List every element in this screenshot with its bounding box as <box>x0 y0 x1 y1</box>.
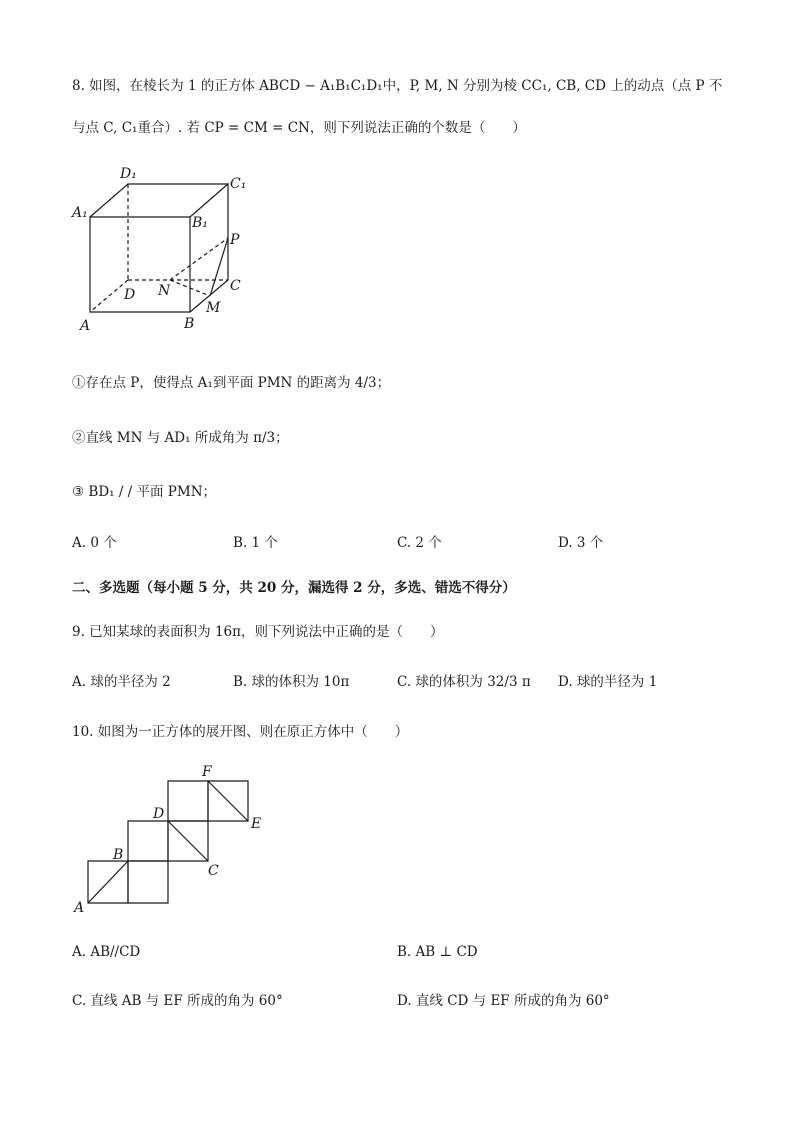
label-n: N <box>158 283 171 299</box>
segment-fe <box>208 781 248 821</box>
q8-statement-3: ③ BD₁ / / 平面 PMN； <box>72 484 217 500</box>
segment-dc <box>168 821 208 861</box>
section-heading: 二、多选题（每小题 5 分，共 20 分，漏选得 2 分，多选、错选不得分） <box>72 580 516 596</box>
q8-statement-2: ②直线 MN 与 AD₁ 所成角为 π/3； <box>72 430 289 446</box>
cube-net-figure <box>70 760 280 920</box>
cube-top-edges <box>90 184 228 217</box>
hidden-edge-ad <box>90 280 128 312</box>
label-d: D <box>124 287 136 303</box>
q9-option-c: C. 球的体积为 32/3 π <box>397 674 531 690</box>
label-c: C <box>230 278 241 294</box>
q10-stem: 10. 如图为一正方体的展开图、则在原正方体中（ ） <box>72 724 409 740</box>
label-c1: C₁ <box>230 176 247 192</box>
q8-option-d: D. 3 个 <box>558 535 604 551</box>
q8-option-a: A. 0 个 <box>72 535 117 551</box>
q8-stem-line1: 8. 如图，在棱长为 1 的正方体 ABCD − A₁B₁C₁D₁中，P, M, N 分别为棱 CC₁, CB, CD 上的动点（点 P 不 <box>72 78 723 94</box>
segment-ab <box>88 861 128 903</box>
q9-option-b: B. 球的体积为 10π <box>233 674 350 690</box>
net-square <box>168 781 208 821</box>
cube-right-edges <box>190 184 228 312</box>
label-b: B <box>184 316 195 332</box>
net-square <box>128 821 168 861</box>
label-a1: A₁ <box>72 205 88 221</box>
q10-option-d: D. 直线 CD 与 EF 所成的角为 60° <box>397 993 610 1009</box>
q9-option-d: D. 球的半径为 1 <box>558 674 658 690</box>
q8-statement-1: ①存在点 P，使得点 A₁到平面 PMN 的距离为 4/3； <box>72 375 391 391</box>
label-f: F <box>202 764 212 780</box>
segment-np <box>170 238 228 280</box>
q8-option-b: B. 1 个 <box>233 535 278 551</box>
q8-stem-line2: 与点 C, C₁重合）. 若 CP = CM = CN，则下列说法正确的个数是（ ） <box>72 120 526 136</box>
label-c: C <box>208 863 219 879</box>
label-e: E <box>251 816 262 832</box>
label-m: M <box>206 300 221 316</box>
label-d: D <box>153 806 165 822</box>
q9-option-a: A. 球的半径为 2 <box>72 674 171 690</box>
label-b1: B₁ <box>192 215 208 231</box>
net-square <box>128 861 168 903</box>
q10-option-c: C. 直线 AB 与 EF 所成的角为 60° <box>72 993 283 1009</box>
label-b: B <box>113 847 124 863</box>
label-d1: D₁ <box>120 166 137 182</box>
q8-option-c: C. 2 个 <box>397 535 442 551</box>
q10-option-a: A. AB//CD <box>72 944 141 960</box>
cube-front-face <box>90 217 190 312</box>
label-p: P <box>230 232 240 248</box>
q9-stem: 9. 已知某球的表面积为 16π，则下列说法中正确的是（ ） <box>72 624 444 640</box>
label-a: A <box>80 318 91 334</box>
label-a: A <box>74 900 85 916</box>
cube-figure <box>70 160 260 340</box>
q10-option-b: B. AB ⊥ CD <box>397 944 478 960</box>
